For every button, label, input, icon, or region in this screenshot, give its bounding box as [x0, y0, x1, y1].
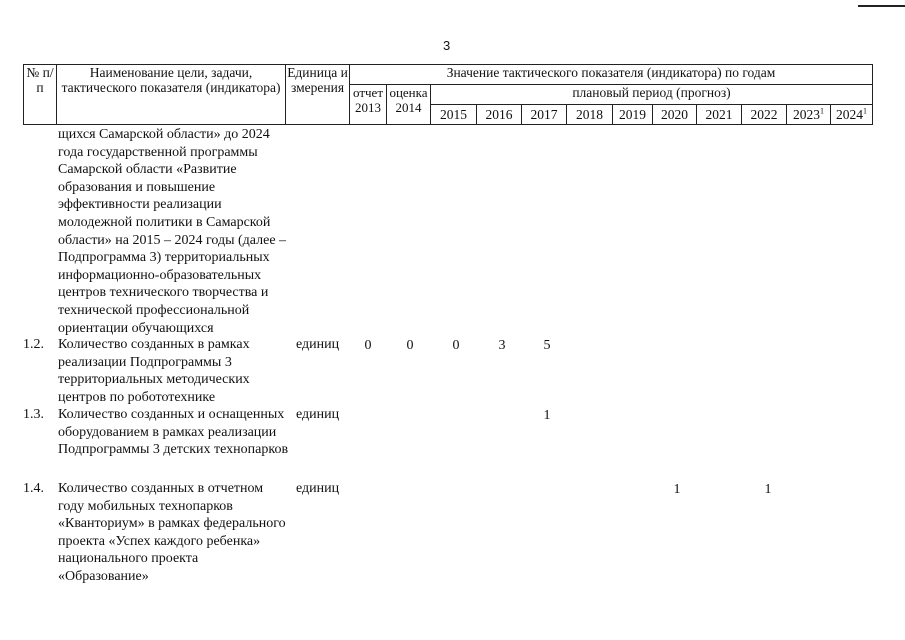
value-2014: 0 — [406, 338, 414, 353]
row-number: 1.3. — [23, 407, 44, 422]
header-year-2018: 2018 — [567, 105, 613, 125]
indicator-table-header — [23, 64, 873, 125]
header-indicator-name: Наименование цели, задачи, тактического показателя (индикатора) — [57, 65, 286, 125]
row-indicator-name: Количество созданных и оснащенных оборудованием в рамках реализации Подпрограммы 3 детских технопарков — [58, 407, 289, 458]
value-2017: 5 — [543, 338, 551, 353]
value-2022: 1 — [764, 482, 772, 497]
scan-corner-line — [858, 5, 905, 7]
header-year-2024: 2024$^1$ — [831, 105, 873, 125]
header-number: № п/п — [24, 65, 57, 125]
value-2013: 0 — [364, 338, 372, 353]
value-2016: 3 — [498, 338, 506, 353]
row-unit: единиц — [296, 407, 340, 422]
header-unit: Единица измерения — [286, 65, 350, 125]
header-year-2019: 2019 — [613, 105, 653, 125]
row-unit: единиц — [296, 337, 340, 352]
header-year-2020: 2020 — [653, 105, 697, 125]
row-number: 1.2. — [23, 337, 44, 352]
header-plan-period: плановый период (прогноз) — [431, 85, 873, 105]
header-year-2022: 2022 — [742, 105, 787, 125]
row-unit: единиц — [296, 481, 340, 496]
header-year-2015: 2015 — [431, 105, 477, 125]
header-report: отчет 2013 — [350, 85, 387, 125]
row-indicator-name: Количество созданных в рамках реализации Подпрограммы 3 территориальных методических центров по робототехнике — [58, 337, 250, 405]
header-year-2017: 2017 — [522, 105, 567, 125]
row-indicator-name: Количество созданных в отчетном году мобильных технопарков «Кванториум» в рамках федерального проекта «Успех каждого ребенка» национального проекта «Образование» — [58, 481, 286, 584]
header-year-2016: 2016 — [477, 105, 522, 125]
value-2015: 0 — [452, 338, 460, 353]
header-year-2023: 2023$^1$ — [787, 105, 831, 125]
page-number: 3 — [443, 38, 451, 53]
header-estimate: оценка 2014 — [387, 85, 431, 125]
value-2020: 1 — [673, 482, 681, 497]
value-2017: 1 — [543, 408, 551, 423]
header-values-by-year: Значение тактического показателя (индикатора) по годам — [350, 65, 873, 85]
row-number: 1.4. — [23, 481, 44, 496]
header-year-2021: 2021 — [697, 105, 742, 125]
continuation-text: щихся Самарской области» до 2024 года государственной программы Самарской области «Развитие образования и повышение эффективности реализации молодежной политики в Самарской области» на 2015 – 2024 годы (далее – Подпрограмма 3) территориальных информационно-образовательных центров технического творчества и технической профессиональной ориентации обучающихся — [58, 127, 287, 336]
